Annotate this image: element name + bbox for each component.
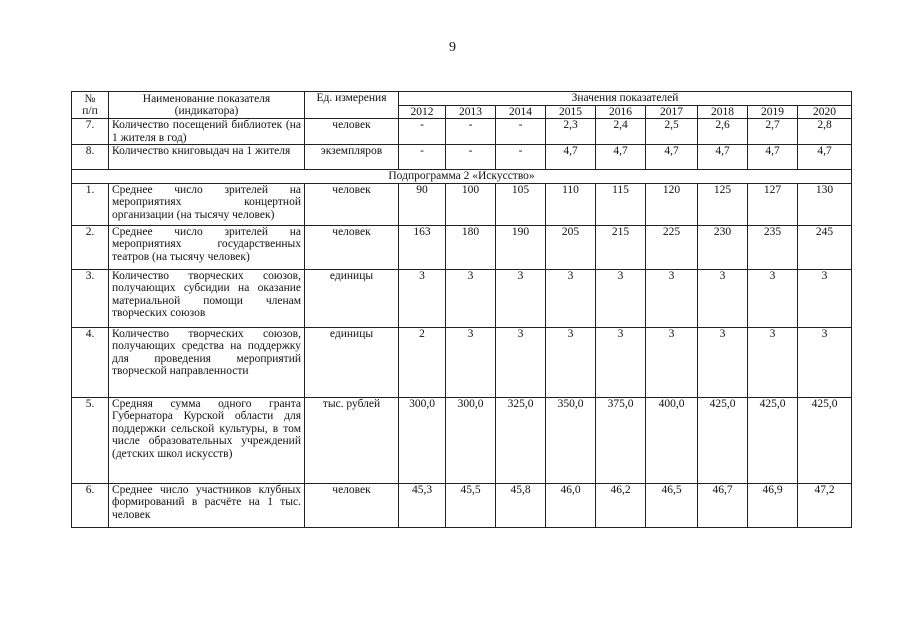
row-number: 8. <box>72 145 109 170</box>
value-cell: 100 <box>446 183 496 225</box>
value-cell: 180 <box>446 225 496 269</box>
row-number: 3. <box>72 269 109 327</box>
value-cell: 3 <box>496 269 546 327</box>
table-row <box>72 397 852 483</box>
unit-cell: тыс. рублей <box>305 397 399 483</box>
indicators-table <box>71 91 852 528</box>
value-cell: 425,0 <box>748 397 798 483</box>
indicator-name: Количество творческих союзов, получающих субсидии на оказание материальной помощи членам творческих союзов <box>109 269 305 327</box>
value-cell: 127 <box>748 183 798 225</box>
value-cell: 3 <box>698 269 748 327</box>
value-cell: 2 <box>399 327 446 397</box>
value-cell: 3 <box>748 327 798 397</box>
value-cell: 163 <box>399 225 446 269</box>
value-cell: 375,0 <box>596 397 646 483</box>
value-cell: 4,7 <box>646 145 698 170</box>
value-cell: 245 <box>798 225 852 269</box>
header-unit: Ед. измерения <box>305 92 399 119</box>
header-year: 2012 <box>399 105 446 119</box>
header-year: 2016 <box>596 105 646 119</box>
value-cell: 46,0 <box>546 483 596 527</box>
indicator-name: Среднее число зрителей на мероприятиях государственных театров (на тысячу человек) <box>109 225 305 269</box>
table-row <box>72 327 852 397</box>
value-cell: 4,7 <box>546 145 596 170</box>
value-cell: 3 <box>546 269 596 327</box>
value-cell: 46,9 <box>748 483 798 527</box>
value-cell: 400,0 <box>646 397 698 483</box>
value-cell: - <box>399 119 446 145</box>
value-cell: 46,7 <box>698 483 748 527</box>
value-cell: 45,3 <box>399 483 446 527</box>
value-cell: 3 <box>646 327 698 397</box>
unit-cell: человек <box>305 225 399 269</box>
value-cell: 230 <box>698 225 748 269</box>
unit-cell: единицы <box>305 269 399 327</box>
value-cell: 4,7 <box>596 145 646 170</box>
indicator-name: Количество посещений библиотек (на 1 жителя в год) <box>109 119 305 145</box>
value-cell: 3 <box>446 327 496 397</box>
value-cell: 3 <box>596 269 646 327</box>
value-cell: 4,7 <box>798 145 852 170</box>
value-cell: 215 <box>596 225 646 269</box>
value-cell: 235 <box>748 225 798 269</box>
row-number: 5. <box>72 397 109 483</box>
unit-cell: человек <box>305 119 399 145</box>
header-year: 2013 <box>446 105 496 119</box>
value-cell: 3 <box>798 269 852 327</box>
value-cell: 3 <box>748 269 798 327</box>
value-cell: 2,8 <box>798 119 852 145</box>
indicator-name: Среднее число участников клубных формирований в расчёте на 1 тыс. человек <box>109 483 305 527</box>
value-cell: 45,5 <box>446 483 496 527</box>
header-year: 2017 <box>646 105 698 119</box>
value-cell: 325,0 <box>496 397 546 483</box>
value-cell: 3 <box>496 327 546 397</box>
value-cell: 120 <box>646 183 698 225</box>
value-cell: 46,5 <box>646 483 698 527</box>
value-cell: 2,6 <box>698 119 748 145</box>
value-cell: 225 <box>646 225 698 269</box>
unit-cell: человек <box>305 483 399 527</box>
value-cell: - <box>446 145 496 170</box>
value-cell: 90 <box>399 183 446 225</box>
value-cell: - <box>496 119 546 145</box>
value-cell: 300,0 <box>446 397 496 483</box>
value-cell: 115 <box>596 183 646 225</box>
row-number: 2. <box>72 225 109 269</box>
value-cell: 46,2 <box>596 483 646 527</box>
indicator-name: Количество книговыдач на 1 жителя <box>109 145 305 170</box>
value-cell: 3 <box>798 327 852 397</box>
value-cell: 4,7 <box>748 145 798 170</box>
value-cell: 105 <box>496 183 546 225</box>
header-number: № п/п <box>72 92 109 119</box>
unit-cell: экземпляров <box>305 145 399 170</box>
value-cell: 3 <box>546 327 596 397</box>
page-number: 9 <box>449 40 456 55</box>
header-values: Значения показателей <box>399 92 852 106</box>
header-year: 2018 <box>698 105 748 119</box>
indicator-name: Среднее число зрителей на мероприятиях концертной организации (на тысячу человек) <box>109 183 305 225</box>
value-cell: 205 <box>546 225 596 269</box>
header-year: 2014 <box>496 105 546 119</box>
value-cell: 425,0 <box>798 397 852 483</box>
value-cell: 2,7 <box>748 119 798 145</box>
value-cell: 130 <box>798 183 852 225</box>
value-cell: 4,7 <box>698 145 748 170</box>
value-cell: 47,2 <box>798 483 852 527</box>
value-cell: 350,0 <box>546 397 596 483</box>
table-row <box>72 183 852 225</box>
header-year: 2020 <box>798 105 852 119</box>
value-cell: 125 <box>698 183 748 225</box>
value-cell: - <box>496 145 546 170</box>
value-cell: 3 <box>596 327 646 397</box>
header-year: 2019 <box>748 105 798 119</box>
indicator-name: Количество творческих союзов, получающих средства на поддержку для проведения мероприятий творческой направленности <box>109 327 305 397</box>
value-cell: 3 <box>646 269 698 327</box>
value-cell: 3 <box>446 269 496 327</box>
value-cell: 3 <box>698 327 748 397</box>
table-row <box>72 483 852 527</box>
value-cell: 45,8 <box>496 483 546 527</box>
value-cell: 425,0 <box>698 397 748 483</box>
value-cell: 110 <box>546 183 596 225</box>
value-cell: - <box>446 119 496 145</box>
table-row <box>72 225 852 269</box>
unit-cell: человек <box>305 183 399 225</box>
table-row <box>72 145 852 170</box>
row-number: 1. <box>72 183 109 225</box>
section-title: Подпрограмма 2 «Искусство» <box>72 170 852 184</box>
value-cell: 300,0 <box>399 397 446 483</box>
unit-cell: единицы <box>305 327 399 397</box>
value-cell: 2,3 <box>546 119 596 145</box>
header-year: 2015 <box>546 105 596 119</box>
table-row <box>72 119 852 145</box>
row-number: 7. <box>72 119 109 145</box>
table-row <box>72 269 852 327</box>
value-cell: 2,5 <box>646 119 698 145</box>
row-number: 4. <box>72 327 109 397</box>
header-indicator-name: Наименование показателя (индикатора) <box>109 92 305 119</box>
row-number: 6. <box>72 483 109 527</box>
value-cell: 3 <box>399 269 446 327</box>
value-cell: 2,4 <box>596 119 646 145</box>
value-cell: - <box>399 145 446 170</box>
section-row <box>72 170 852 184</box>
indicator-name: Средняя сумма одного гранта Губернатора Курской области для поддержки сельской культуры, в том числе образовательных учреждений (детских школ искусств) <box>109 397 305 483</box>
value-cell: 190 <box>496 225 546 269</box>
